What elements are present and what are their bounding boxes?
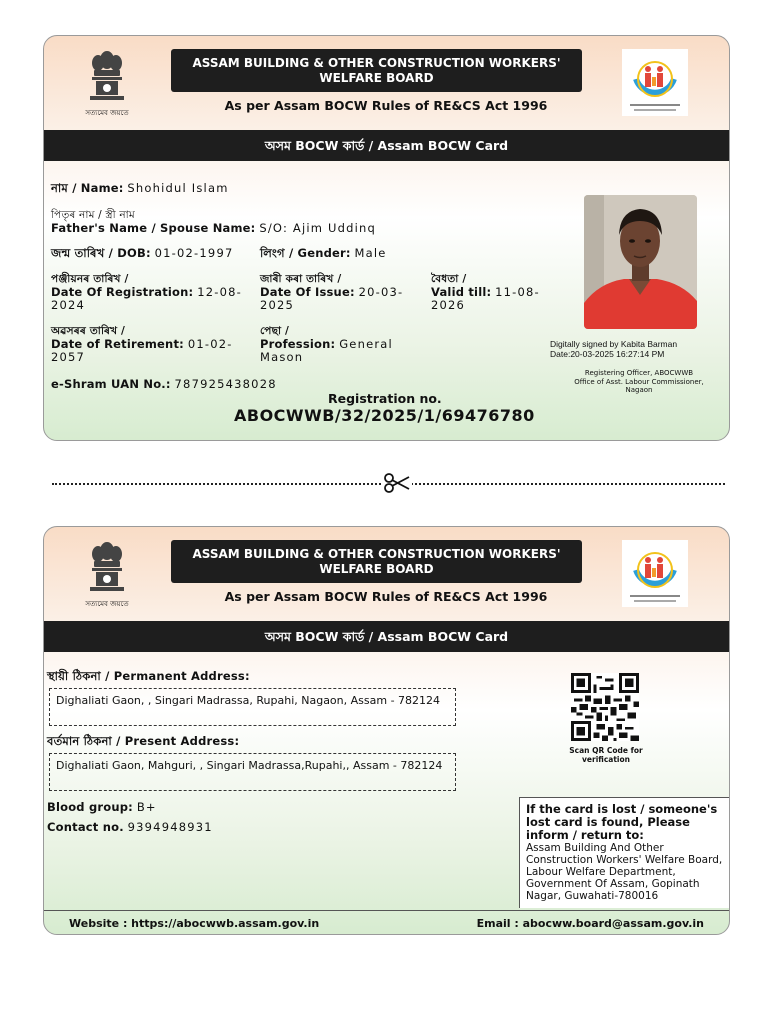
contact-label: Contact no. bbox=[47, 820, 124, 834]
email-link[interactable]: Email : abocww.board@assam.gov.in bbox=[476, 917, 704, 930]
holder-photo bbox=[584, 195, 697, 329]
lost-card-box bbox=[519, 797, 730, 908]
uan-value: 787925438028 bbox=[174, 377, 277, 391]
prof-label: Profession: bbox=[260, 337, 336, 351]
person-photo-icon bbox=[584, 195, 697, 329]
officer-line-1: Registering Officer, ABOCWWB bbox=[584, 369, 694, 377]
officer-line-2: Office of Asst. Labour Commissioner, bbox=[574, 377, 704, 386]
retire-label: Date of Retirement: bbox=[51, 337, 184, 351]
card-title-bar: অসম BOCW কাৰ্ড / Assam BOCW Card bbox=[44, 621, 729, 652]
father-value: S/O: Ajim Uddinq bbox=[259, 221, 376, 235]
issue-date-row bbox=[260, 273, 420, 312]
name-label: নাম / Name: bbox=[51, 181, 124, 195]
registration-number: ABOCWWB/32/2025/1/69476780 bbox=[234, 406, 535, 425]
dob-value: 01-02-1997 bbox=[154, 246, 234, 260]
valid-label-assamese: বৈধতা / bbox=[431, 273, 467, 285]
rules-subtitle: As per Assam BOCW Rules of RE&CS Act 1996 bbox=[224, 589, 548, 604]
rules-subtitle: As per Assam BOCW Rules of RE&CS Act 1996 bbox=[224, 98, 548, 113]
contact-row bbox=[47, 821, 213, 834]
card-front bbox=[43, 35, 730, 441]
lost-card-address: Assam Building And Other Construction Workers' Welfare Board, Labour Welfare Department, Government Of Assam, Gopinath Nagar, Guwahati-780016 bbox=[526, 842, 723, 902]
name-row bbox=[51, 182, 229, 195]
prof-label-assamese: পেছা / bbox=[260, 325, 290, 337]
father-row bbox=[51, 209, 376, 235]
uan-row bbox=[51, 378, 277, 391]
signature-line-1: Digitally signed by Kabita Barman bbox=[550, 339, 678, 349]
verification-qr[interactable] bbox=[569, 673, 641, 741]
gender-label: লিংগ / Gender: bbox=[260, 246, 351, 260]
retire-label-assamese: অৱসৰৰ তাৰিখ / bbox=[51, 325, 126, 337]
issue-value: 20-03-2025 bbox=[260, 285, 404, 312]
gender-value: Male bbox=[354, 246, 387, 260]
emblem-caption: সত্যমেব জয়তে bbox=[85, 600, 129, 608]
welfare-board-logo-icon bbox=[622, 540, 688, 607]
state-emblem bbox=[82, 46, 132, 120]
father-label-assamese: পিতৃৰ নাম / স্ত্ৰী নাম bbox=[51, 209, 135, 221]
reg-date-label: Date Of Registration: bbox=[51, 285, 194, 299]
uan-label: e-Shram UAN No.: bbox=[51, 377, 171, 391]
blood-group-row bbox=[47, 801, 157, 814]
welfare-board-logo bbox=[622, 540, 688, 607]
state-emblem bbox=[82, 537, 132, 611]
blood-value: B+ bbox=[136, 800, 157, 814]
qr-code-icon bbox=[569, 673, 641, 741]
welfare-board-logo bbox=[622, 49, 688, 116]
qr-caption: Scan QR Code for verification bbox=[569, 746, 643, 764]
card-footer bbox=[44, 910, 729, 935]
reg-date-label-assamese: পঞ্জীয়নৰ তাৰিখ / bbox=[51, 273, 129, 285]
scissors-icon bbox=[382, 472, 412, 494]
gender-row bbox=[260, 247, 387, 260]
father-label: Father's Name / Spouse Name: bbox=[51, 221, 256, 235]
registration-label: Registration no. bbox=[328, 391, 442, 406]
name-value: Shohidul Islam bbox=[127, 181, 229, 195]
valid-till-row bbox=[431, 273, 561, 312]
welfare-board-logo-icon bbox=[622, 49, 688, 116]
registering-officer bbox=[544, 369, 730, 395]
retirement-row bbox=[51, 325, 251, 364]
website-link[interactable]: Website : https://abocwwb.assam.gov.in bbox=[69, 917, 320, 930]
officer-line-3: Nagaon bbox=[625, 386, 653, 394]
permanent-address-box: Dighaliati Gaon, , Singari Madrassa, Rupahi, Nagaon, Assam - 782124 bbox=[49, 688, 456, 726]
permanent-address-label: স্থায়ী ঠিকনা / Permanent Address: bbox=[47, 669, 250, 683]
issue-label: Date Of Issue: bbox=[260, 285, 355, 299]
dob-label: জন্ম তাৰিখ / DOB: bbox=[51, 246, 151, 260]
blood-label: Blood group: bbox=[47, 800, 133, 814]
prof-value: General Mason bbox=[260, 337, 393, 364]
present-address-label: বৰ্তমান ঠিকনা / Present Address: bbox=[47, 734, 240, 748]
signature-line-2: Date:20-03-2025 16:27:14 PM bbox=[550, 349, 665, 359]
valid-value: 11-08-2026 bbox=[431, 285, 540, 312]
present-address-box: Dighaliati Gaon, Mahguri, , Singari Madrassa,Rupahi,, Assam - 782124 bbox=[49, 753, 456, 791]
emblem-caption: সত্যমেব জয়তে bbox=[85, 109, 129, 117]
card-title-bar: অসম BOCW কাৰ্ড / Assam BOCW Card bbox=[44, 130, 729, 161]
digital-signature bbox=[550, 339, 677, 359]
state-emblem-icon bbox=[82, 537, 132, 597]
profession-row bbox=[260, 325, 430, 364]
dob-row bbox=[51, 247, 233, 260]
board-title: ASSAM BUILDING & OTHER CONSTRUCTION WORKERS' WELFARE BOARD bbox=[171, 49, 582, 92]
issue-label-assamese: জাৰী কৰা তাৰিখ / bbox=[260, 273, 342, 285]
board-title: ASSAM BUILDING & OTHER CONSTRUCTION WORKERS' WELFARE BOARD bbox=[171, 540, 582, 583]
registration-date-row bbox=[51, 273, 251, 312]
valid-label: Valid till: bbox=[431, 285, 492, 299]
state-emblem-icon bbox=[82, 46, 132, 106]
card-back bbox=[43, 526, 730, 935]
contact-value: 9394948931 bbox=[127, 820, 213, 834]
lost-card-heading: If the card is lost / someone's lost card is found, Please inform / return to: bbox=[526, 802, 718, 842]
retire-value: 01-02-2057 bbox=[51, 337, 233, 364]
reg-date-value: 12-08-2024 bbox=[51, 285, 242, 312]
